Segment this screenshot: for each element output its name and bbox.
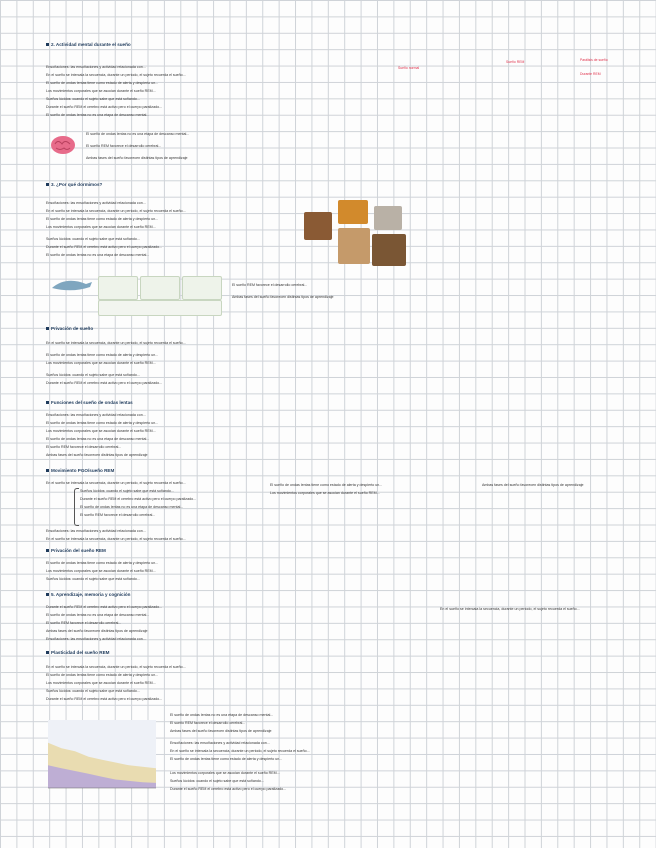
- text-line: Durante el sueño REM el cerebro está activo pero el cuerpo paralizado...: [46, 697, 163, 701]
- text-line: El sueño REM favorece el desarrollo cerebral...: [80, 513, 156, 517]
- text-line: Durante el sueño REM el cerebro está activo pero el cuerpo paralizado...: [46, 245, 163, 249]
- margin-note: Sueño REM: [506, 60, 525, 64]
- text-line: En el sueño se intercala la secuencia, durante un periodo, el sujeto recuerda el sueño...: [170, 749, 310, 753]
- text-line: Durante el sueño REM el cerebro está activo pero el cuerpo paralizado...: [46, 381, 163, 385]
- text-line: El sueño de ondas lentas no es una etapa de descanso mental...: [46, 437, 150, 441]
- text-line: En el sueño se intercala la secuencia, durante un periodo, el sujeto recuerda el sueño...: [46, 209, 186, 213]
- text-line: Ambas fases del sueño favorecen distintas tipos de aprendizaje: [46, 453, 148, 457]
- margin-note: Sueño normal: [398, 66, 420, 70]
- text-line: Los movimientos corporales que se asocian durante el sueño REM...: [170, 771, 280, 775]
- text-line: En el sueño se intercala la secuencia, durante un periodo, el sujeto recuerda el sueño...: [46, 73, 186, 77]
- text-line: Los movimientos corporales que se asocian durante el sueño REM...: [46, 429, 156, 433]
- text-line: Durante el sueño REM el cerebro está activo pero el cuerpo paralizado...: [46, 105, 163, 109]
- text-line: El sueño de ondas lentas tiene como estado de alerta y despierto un...: [46, 561, 159, 565]
- text-line: Ambas fases del sueño favorecen distintas tipos de aprendizaje: [86, 156, 188, 160]
- section-title: 2. Actividad mental durante el sueño: [46, 42, 131, 47]
- text-line: Los movimientos corporales que se asocian durante el sueño REM...: [46, 361, 156, 365]
- text-line: Sueños lúcidos: cuando el sujeto sabe que está soñando...: [170, 779, 264, 783]
- text-line: El sueño REM favorece el desarrollo cerebral...: [170, 721, 246, 725]
- text-line: El sueño de ondas lentas no es una etapa de descanso mental...: [46, 613, 150, 617]
- bullet-icon: [46, 549, 49, 552]
- text-line: Los movimientos corporales que se asocian durante el sueño REM...: [270, 491, 380, 495]
- text-line: El sueño REM favorece el desarrollo cerebral...: [232, 283, 308, 287]
- text-line: Ensoñaciones: las ensoñaciones y actividad relacionada con...: [46, 65, 146, 69]
- brain-eeg-diagram: [140, 276, 180, 300]
- text-line: Ambas fases del sueño favorecen distintas tipos de aprendizaje: [170, 729, 272, 733]
- text-line: El sueño de ondas lentas tiene como estado de alerta y despierto un...: [46, 81, 159, 85]
- section-title: Privación del sueño REM: [46, 548, 106, 553]
- bullet-icon: [46, 651, 49, 654]
- bullet-icon: [46, 469, 49, 472]
- animal-photo-bird: [338, 200, 368, 224]
- bullet-icon: [46, 327, 49, 330]
- text-line: Los movimientos corporales que se asocian durante el sueño REM...: [46, 89, 156, 93]
- text-line: Los movimientos corporales que se asocian durante el sueño REM...: [46, 569, 156, 573]
- sleep-age-area-chart: [42, 714, 160, 800]
- text-line: Ensoñaciones: las ensoñaciones y actividad relacionada con...: [170, 741, 270, 745]
- text-line: El sueño de ondas lentas no es una etapa de descanso mental...: [80, 505, 184, 509]
- text-line: El sueño de ondas lentas no es una etapa de descanso mental...: [46, 113, 150, 117]
- text-line: Ambas fases del sueño favorecen distintas tipos de aprendizaje: [482, 483, 584, 487]
- text-line: El sueño de ondas lentas no es una etapa de descanso mental...: [86, 132, 190, 136]
- text-line: Sueños lúcidos: cuando el sujeto sabe que está soñando...: [46, 237, 140, 241]
- text-line: Ambas fases del sueño favorecen distintas tipos de aprendizaje: [232, 295, 334, 299]
- dolphin-illustration: [50, 276, 94, 296]
- margin-note: Durante REM: [580, 72, 601, 76]
- text-line: En el sueño se intercala la secuencia, durante un periodo, el sujeto recuerda el sueño...: [46, 481, 186, 485]
- text-line: Sueños lúcidos: cuando el sujeto sabe que está soñando...: [46, 577, 140, 581]
- text-line: En el sueño se intercala la secuencia, durante un periodo, el sujeto recuerda el sueño...: [440, 607, 580, 611]
- margin-note: Parálisis de sueño: [580, 58, 608, 62]
- text-line: El sueño de ondas lentas tiene como estado de alerta y despierto un...: [46, 673, 159, 677]
- text-line: El sueño de ondas lentas tiene como estado de alerta y despierto un...: [46, 353, 159, 357]
- animal-photo-dog: [338, 228, 370, 264]
- section-title: Plasticidad del sueño REM: [46, 650, 109, 655]
- brain-illustration: [50, 132, 76, 158]
- text-line: El sueño REM favorece el desarrollo cerebral...: [46, 621, 122, 625]
- text-line: En el sueño se intercala la secuencia, durante un periodo, el sujeto recuerda el sueño...: [46, 665, 186, 669]
- animal-photo-cat: [374, 206, 402, 230]
- text-line: El sueño de ondas lentas tiene como estado de alerta y despierto un...: [46, 217, 159, 221]
- bullet-icon: [46, 183, 49, 186]
- text-line: El sueño de ondas lentas tiene como estado de alerta y despierto un...: [170, 757, 283, 761]
- text-line: El sueño de ondas lentas tiene como estado de alerta y despierto un...: [270, 483, 383, 487]
- text-line: Durante el sueño REM el cerebro está activo pero el cuerpo paralizado...: [46, 605, 163, 609]
- text-line: El sueño REM favorece el desarrollo cerebral...: [46, 445, 122, 449]
- text-line: Sueños lúcidos: cuando el sujeto sabe que está soñando...: [46, 373, 140, 377]
- bullet-icon: [46, 593, 49, 596]
- text-line: Ensoñaciones: las ensoñaciones y actividad relacionada con...: [46, 201, 146, 205]
- brain-eeg-diagram: [98, 300, 222, 316]
- text-line: Sueños lúcidos: cuando el sujeto sabe que está soñando...: [80, 489, 174, 493]
- section-title: Funciones del sueño de ondas lentas: [46, 400, 133, 405]
- text-line: En el sueño se intercala la secuencia, durante un periodo, el sujeto recuerda el sueño...: [46, 341, 186, 345]
- text-line: Ensoñaciones: las ensoñaciones y actividad relacionada con...: [46, 637, 146, 641]
- section-title: Privación de sueño: [46, 326, 93, 331]
- text-line: El sueño REM favorece el desarrollo cerebral...: [86, 144, 162, 148]
- text-line: Los movimientos corporales que se asocian durante el sueño REM...: [46, 681, 156, 685]
- brain-eeg-diagram: [182, 276, 222, 300]
- section-title: 3. ¿Por qué dormimos?: [46, 182, 102, 187]
- text-line: Ambas fases del sueño favorecen distintas tipos de aprendizaje: [46, 629, 148, 633]
- section-title: Movimiento PGO/sueño REM: [46, 468, 114, 473]
- text-line: Sueños lúcidos: cuando el sujeto sabe que está soñando...: [46, 97, 140, 101]
- brain-eeg-diagram: [98, 276, 138, 300]
- text-line: Los movimientos corporales que se asocian durante el sueño REM...: [46, 225, 156, 229]
- text-line: Durante el sueño REM el cerebro está activo pero el cuerpo paralizado...: [170, 787, 287, 791]
- brace: [74, 488, 79, 526]
- text-line: Ensoñaciones: las ensoñaciones y actividad relacionada con...: [46, 413, 146, 417]
- section-title: 5. Aprendizaje, memoria y cognición: [46, 592, 130, 597]
- text-line: Durante el sueño REM el cerebro está activo pero el cuerpo paralizado...: [80, 497, 197, 501]
- text-line: El sueño de ondas lentas no es una etapa de descanso mental...: [46, 253, 150, 257]
- bullet-icon: [46, 401, 49, 404]
- text-line: Sueños lúcidos: cuando el sujeto sabe que está soñando...: [46, 689, 140, 693]
- text-line: El sueño de ondas lentas no es una etapa de descanso mental...: [170, 713, 274, 717]
- text-line: En el sueño se intercala la secuencia, durante un periodo, el sujeto recuerda el sueño...: [46, 537, 186, 541]
- animal-photo-monkey: [372, 234, 406, 266]
- text-line: Ensoñaciones: las ensoñaciones y actividad relacionada con...: [46, 529, 146, 533]
- bullet-icon: [46, 43, 49, 46]
- text-line: El sueño de ondas lentas tiene como estado de alerta y despierto un...: [46, 421, 159, 425]
- animal-photo-seal: [304, 212, 332, 240]
